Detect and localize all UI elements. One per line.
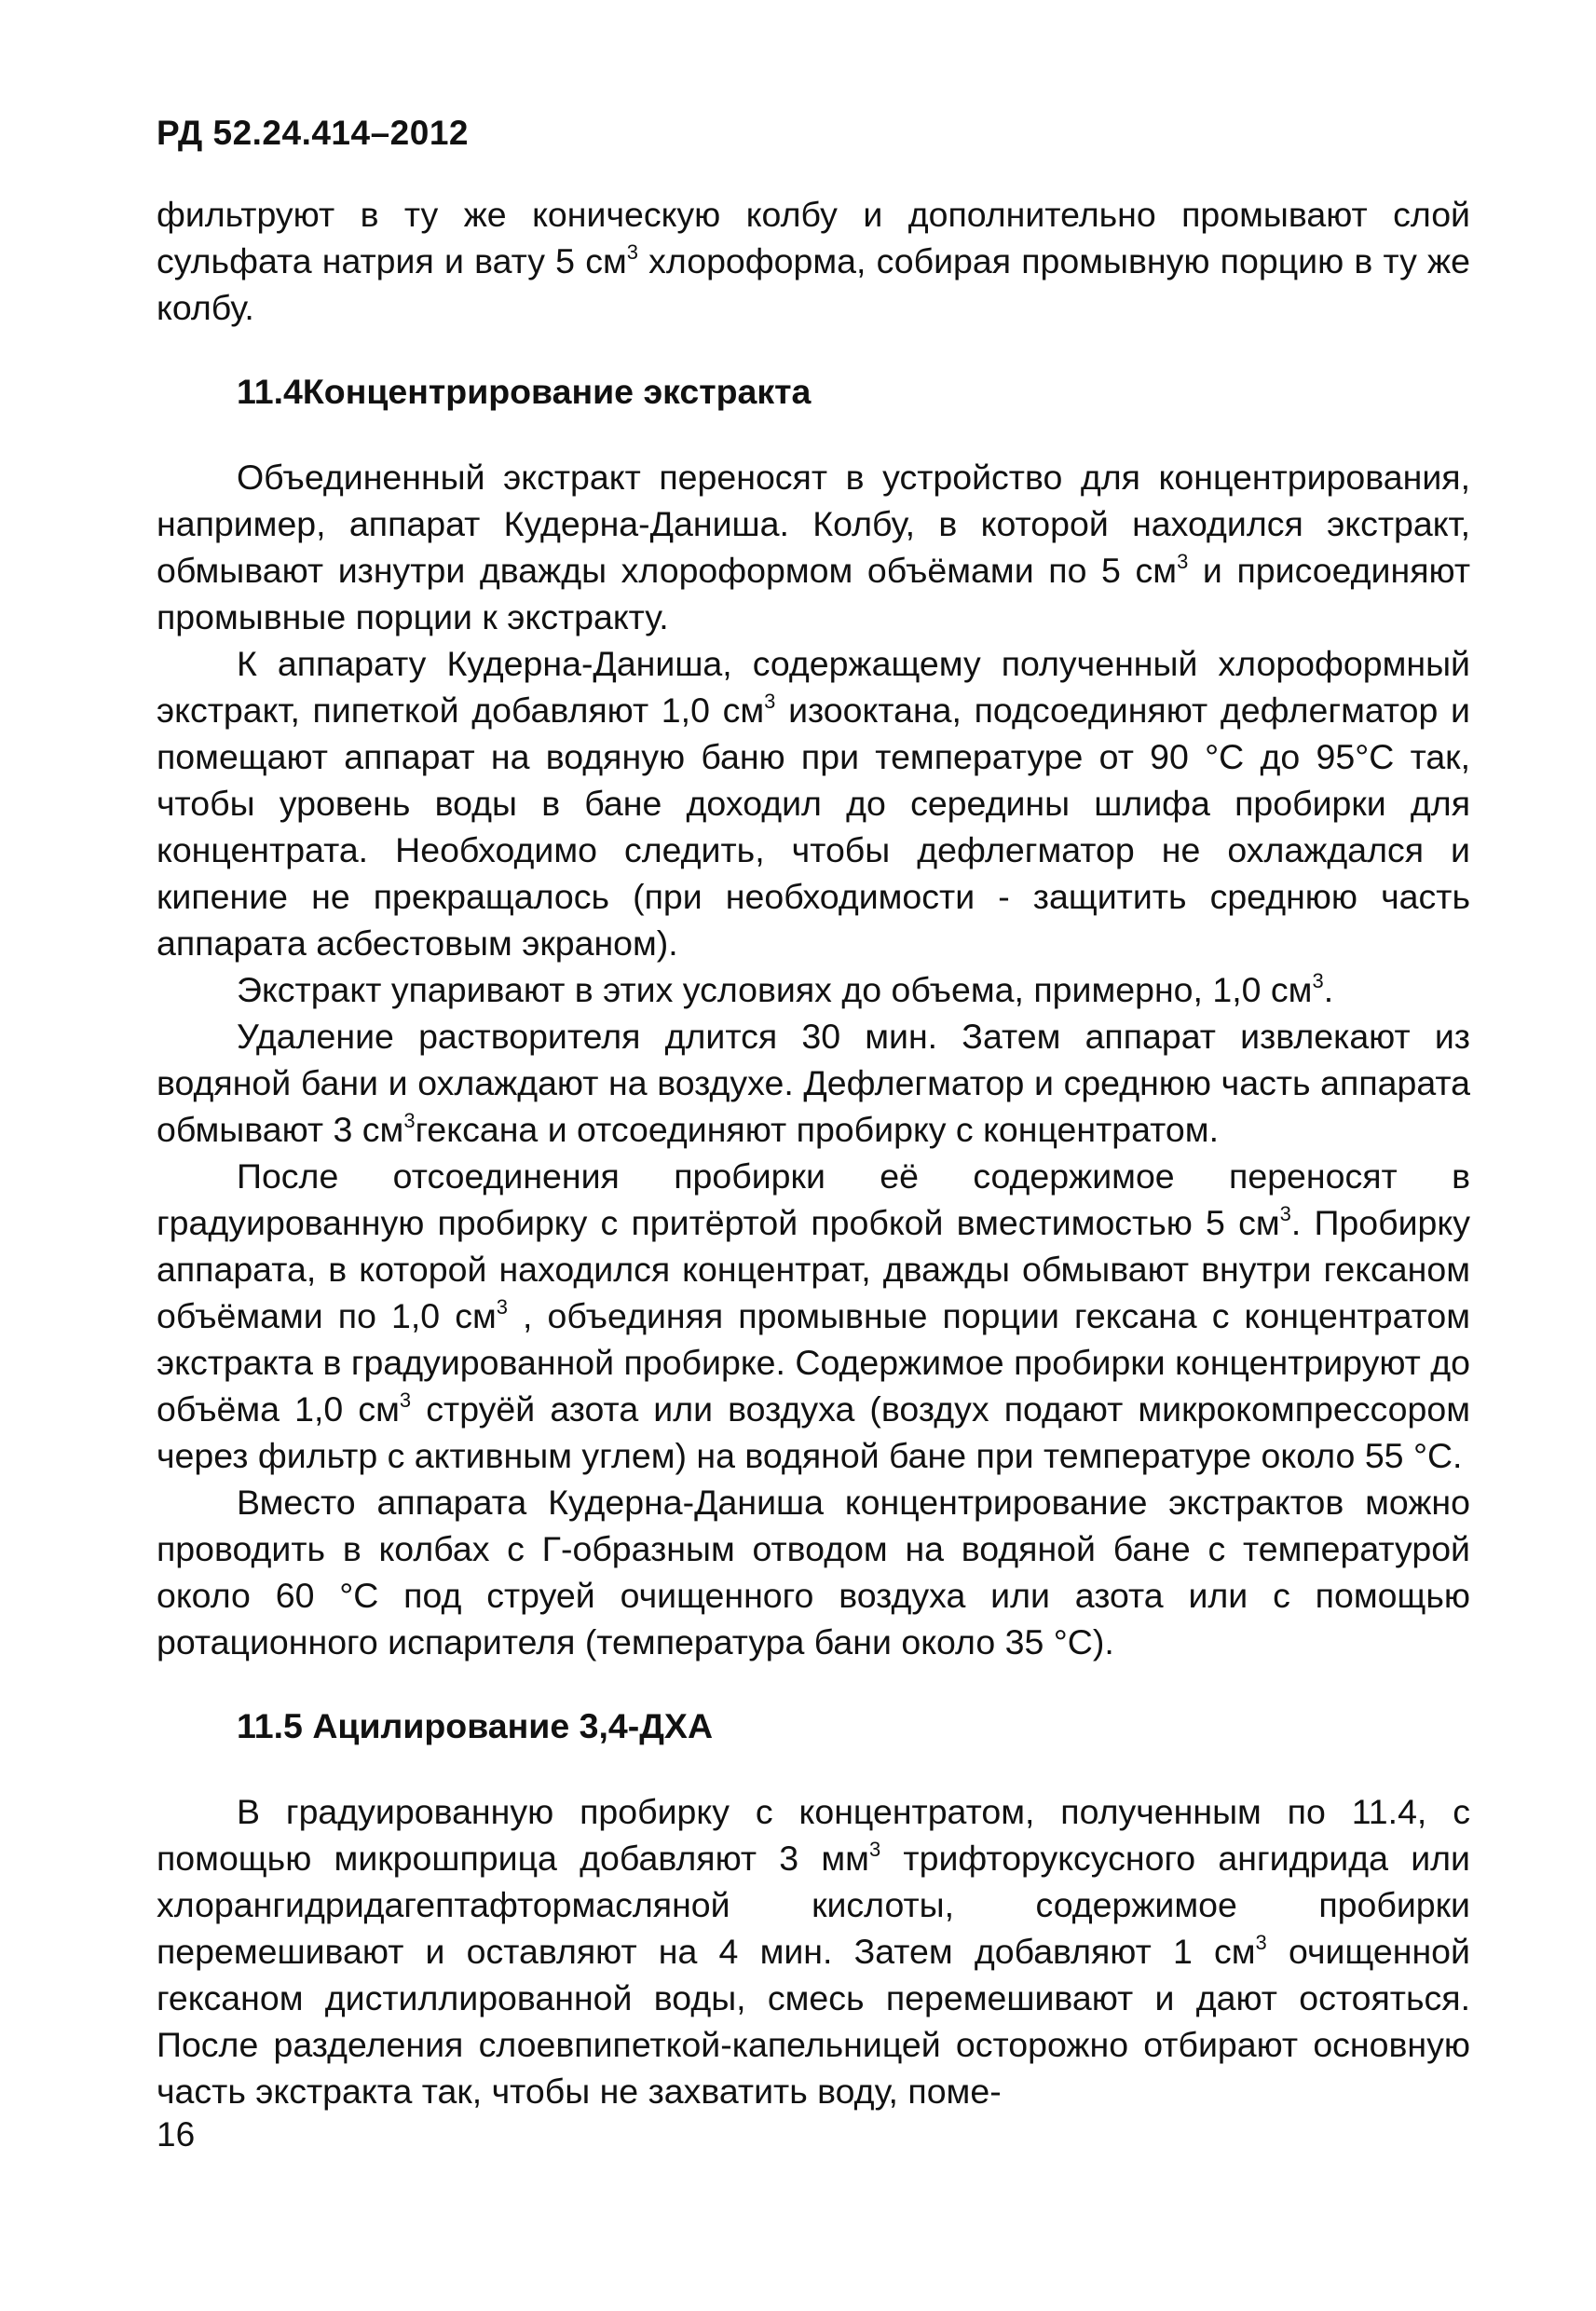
document-code: РД 52.24.414–2012 bbox=[157, 114, 469, 152]
section-heading-11-4: 11.4Концентрирование экстракта bbox=[237, 372, 812, 411]
page-content bbox=[157, 191, 1470, 2114]
superscript: 3 bbox=[1279, 1202, 1291, 1225]
superscript: 3 bbox=[1177, 550, 1189, 573]
text-run: . Пробирку аппарата, в которой находился концентрат, дважды обмывают внутри гексаном объёмами по 1,0 см bbox=[157, 1203, 1470, 1335]
text-run: . bbox=[1323, 970, 1334, 1009]
text-run: очищенной гексаном дистиллированной воды, смесь перемешивают и дают остояться. После разделения слоевпипеткой-капельницей осторожно отбирают основную часть экстракта так, чтобы не захватить воду, поме- bbox=[157, 1932, 1470, 2111]
text-run: Экстракт упаривают в этих условиях до объема, примерно, 1,0 см bbox=[237, 970, 1313, 1009]
text-run: струёй азота или воздуха (воздух подают микрокомпрессором через фильтр с активным углем) на водяной бане при температуре около 55 °С. bbox=[157, 1389, 1470, 1475]
paragraph-11-4-5 bbox=[157, 1153, 1470, 1479]
superscript: 3 bbox=[868, 1838, 881, 1861]
superscript: 3 bbox=[1255, 1931, 1267, 1954]
paragraph-11-4-2 bbox=[157, 640, 1470, 966]
text-run: Объединенный экстракт переносят в устройство для концентрирования, например, аппарат Кудерна-Даниша. Колбу, в которой находился экстракт, обмывают изнутри дважды хлороформом объёмами по 5 см bbox=[157, 458, 1470, 590]
paragraph-11-5-1 bbox=[157, 1788, 1470, 2114]
page-number: 16 bbox=[157, 2115, 196, 2154]
superscript: 3 bbox=[764, 690, 776, 713]
superscript: 3 bbox=[626, 240, 638, 264]
text-run: , объединяя промывные порции гексана с концентратом экстракта в градуированной пробирке. Содержимое пробирки концентрируют до объёма 1,0 см bbox=[157, 1296, 1470, 1429]
superscript: 3 bbox=[399, 1388, 412, 1412]
paragraph-11-4-4 bbox=[157, 1013, 1470, 1153]
superscript: 3 bbox=[496, 1295, 508, 1319]
paragraph-11-4-1 bbox=[157, 454, 1470, 640]
text-run: В градуированную пробирку с концентратом, полученным по 11.4, с помощью микрошприца добавляют 3 мм bbox=[157, 1792, 1470, 1878]
intro-paragraph bbox=[157, 191, 1470, 331]
text-run: Удаление растворителя длится 30 мин. Затем аппарат извлекают из водяной бани и охлаждают на воздухе. Дефлегматор и среднюю часть аппарата обмывают 3 см bbox=[157, 1017, 1470, 1149]
text-run: изооктана, подсоединяют дефлегматор и помещают аппарат на водяную баню при температуре от 90 °С до 95°С так, чтобы уровень воды в бане доходил до середины шлифа пробирки для концентрата. Необходимо следить, чтобы дефлегматор не охлаждался и кипение не прекращалось (при необходимости - защитить среднюю часть аппарата асбестовым экраном). bbox=[157, 691, 1470, 963]
text-run: трифторуксусного ангидрида или хлорангидридагептафтормасляной кислоты, содержимое пробирки перемешивают и оставляют на 4 мин. Затем добавляют 1 см bbox=[157, 1839, 1470, 1971]
section-heading-11-5: 11.5 Ацилирование 3,4-ДХА bbox=[237, 1706, 714, 1745]
superscript: 3 bbox=[403, 1109, 416, 1132]
paragraph-11-4-3 bbox=[157, 966, 1470, 1013]
text-run: К аппарату Кудерна-Даниша, содержащему полученный хлороформный экстракт, пипеткой добавляют 1,0 см bbox=[157, 644, 1470, 730]
text-run: хлороформа, собирая промывную порцию в ту же колбу. bbox=[157, 241, 1470, 327]
text-run: и присоединяют промывные порции к экстракту. bbox=[157, 551, 1470, 636]
paragraph-11-4-6: Вместо аппарата Кудерна-Даниша концентрирование экстрактов можно проводить в колбах с Г-образным отводом на водяной бане с температурой около 60 °С под струей очищенного воздуха или азота или с помощью ротационного испарителя (температура бани около 35 °С). bbox=[157, 1483, 1470, 1661]
text-run: гексана и отсоединяют пробирку с концентратом. bbox=[415, 1110, 1219, 1149]
text-run: После отсоединения пробирки её содержимое переносят в градуированную пробирку с притёртой пробкой вместимостью 5 см bbox=[157, 1156, 1470, 1242]
text-run: фильтруют в ту же коническую колбу и дополнительно промывают слой сульфата натрия и вату 5 см bbox=[157, 195, 1470, 280]
superscript: 3 bbox=[1312, 969, 1324, 992]
